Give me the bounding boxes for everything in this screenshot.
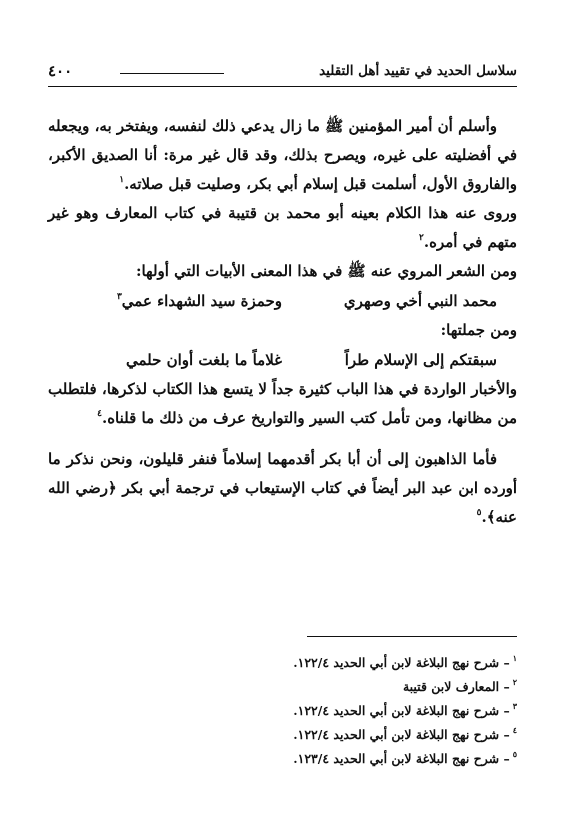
paragraph-5: والأخبار الواردة في هذا الباب كثيرة جداً لا يتسع هذا الكتاب لذكرها، فلتطلب من مظانها، ومن تأمل كتب السير والتواريخ عرف من ذلك ما قلناه.$^٤$ bbox=[48, 380, 517, 427]
verse-2 bbox=[48, 345, 517, 375]
header-divider bbox=[48, 86, 517, 87]
verse-2-first-hemistich: سبقتكم إلى الإسلام طراً bbox=[344, 351, 497, 369]
paragraph-3: ومن الشعر المروي عنه ﷺ في هذا المعنى الأبيات التي أولها: bbox=[135, 262, 517, 280]
footnotes bbox=[48, 646, 517, 766]
paragraph-1: وأسلم أن أمير المؤمنين ﷺ ما زال يدعي ذلك لنفسه، ويفتخر به، ويجعله في أفضليته على غيره، ويصرح بذلك، وقد قال غير مرة: أنا الصديق الأكبر، والفاروق الأول، أسلمت قبل إسلام أبي بكر، وصليت قبل صلاته.$^١$ bbox=[48, 117, 517, 193]
page-number: ٤٠٠ bbox=[48, 62, 73, 80]
main-text bbox=[48, 112, 517, 532]
book-title: سلاسل الحديد في تقييد أهل التقليد bbox=[319, 63, 517, 79]
verse-1-second-hemistich: وحمزة سيد الشهداء عمي$^٣$ bbox=[116, 292, 282, 310]
footnote-3: $^٣$– شرح نهج البلاغة لابن أبي الحديد ١٢٢/٤. bbox=[293, 701, 517, 718]
paragraph-2: وروى عنه هذا الكلام بعينه أبو محمد بن قتيبة في كتاب المعارف وهو غير متهم في أمره.$^٢$ bbox=[48, 204, 517, 251]
footnote-1: $^١$– شرح نهج البلاغة لابن أبي الحديد ١٢٢/٤. bbox=[293, 653, 517, 670]
footnote-ref-1: ١ bbox=[119, 175, 125, 185]
verse-2-second-hemistich: غلاماً ما بلغت أوان حلمي bbox=[125, 351, 282, 369]
footnote-5: $^٥$– شرح نهج البلاغة لابن أبي الحديد ١٢٣/٤. bbox=[293, 749, 517, 766]
paragraph-4: ومن جملتها: bbox=[440, 321, 517, 339]
footnote-ref-3: ٣ bbox=[116, 292, 122, 302]
footnote-ref-5: ٥ bbox=[476, 508, 482, 518]
paragraph-6: فأما الذاهبون إلى أن أبا بكر أقدمهما إسلاماً فنفر قليلون، ونحن نذكر ما أورده ابن عبد البر أيضاً في كتاب الإستيعاب في ترجمة أبي بكر ﴿رضي الله عنه﴾.$^٥$ bbox=[48, 450, 517, 526]
footnote-ref-2: ٢ bbox=[419, 233, 424, 243]
verse-1 bbox=[48, 286, 517, 316]
footnote-4: $^٤$– شرح نهج البلاغة لابن أبي الحديد ١٢٢/٤. bbox=[293, 725, 517, 742]
footnote-separator bbox=[307, 636, 517, 637]
running-header bbox=[48, 62, 517, 84]
footnote-ref-4: ٤ bbox=[97, 409, 102, 419]
header-dash-rule bbox=[120, 73, 224, 74]
verse-1-first-hemistich: محمد النبي أخي وصهري bbox=[343, 292, 497, 310]
footnote-2: $^٢$– المعارف لابن قتيبة bbox=[402, 677, 517, 694]
